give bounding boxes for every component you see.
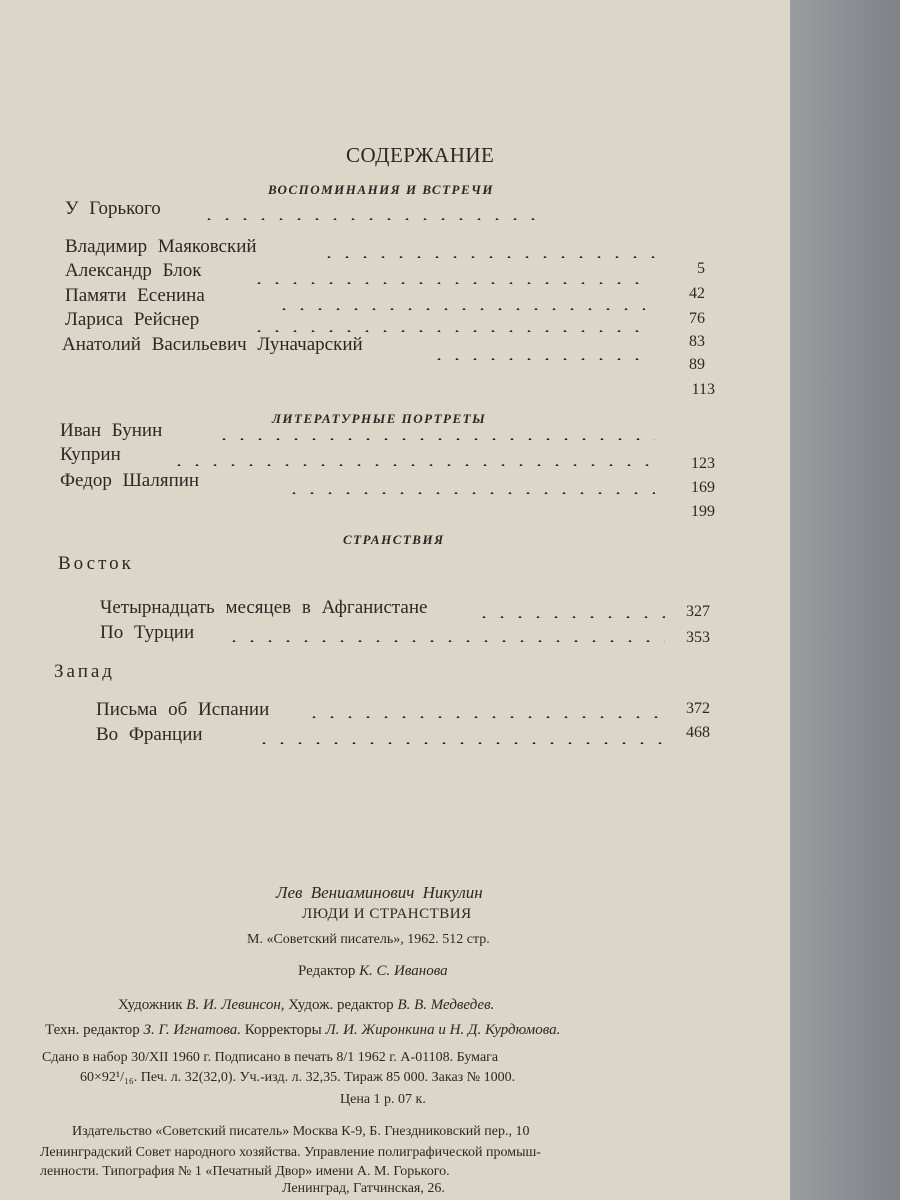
page-number: 353 <box>686 629 710 646</box>
leader-dots <box>320 256 660 258</box>
toc-item: Иван Бунин <box>60 420 163 441</box>
leader-dots <box>170 464 650 466</box>
colophon-publisher: Издательство «Советский писатель» Москва К-9, Б. Гнездниковский пер., 10 <box>72 1124 530 1139</box>
leader-dots <box>285 492 655 494</box>
page-number: 199 <box>691 503 715 520</box>
toc-item: Письма об Испании <box>96 699 270 720</box>
section-heading-memories: ВОСПОМИНАНИЯ И ВСТРЕЧИ <box>268 182 494 197</box>
toc-item: Во Франции <box>96 724 203 745</box>
colophon-printer-line-2: ленности. Типография № 1 «Печатный Двор» имени А. М. Горького. <box>40 1164 450 1179</box>
page-number: 327 <box>686 603 710 620</box>
page-number: 113 <box>691 381 715 398</box>
colophon-author: Лев Вениаминович Никулин <box>276 883 483 902</box>
colophon-price: Цена 1 р. 07 к. <box>340 1092 426 1107</box>
background-surface <box>790 0 900 1200</box>
leader-dots <box>430 358 650 360</box>
page-number: 42 <box>689 285 705 302</box>
toc-item: По Турции <box>100 622 195 643</box>
page-number: 169 <box>691 479 715 496</box>
group-heading-east: Восток <box>58 553 134 574</box>
colophon-artists: Художник В. И. Левинсон, Худож. редактор В. В. Медведев. <box>118 997 495 1013</box>
leader-dots <box>475 616 665 618</box>
page-number: 89 <box>689 356 705 373</box>
leader-dots <box>250 330 650 332</box>
page-number: 5 <box>697 260 705 277</box>
colophon-imprint: М. «Советский писатель», 1962. 512 стр. <box>247 932 490 947</box>
toc-item: Александр Блок <box>65 260 202 281</box>
leader-dots <box>215 438 655 440</box>
section-heading-portraits: ЛИТЕРАТУРНЫЕ ПОРТРЕТЫ <box>272 411 487 426</box>
toc-item: Федор Шаляпин <box>60 470 200 491</box>
toc-item: Четырнадцать месяцев в Афганистане <box>100 597 428 618</box>
toc-item: Памяти Есенина <box>65 285 205 306</box>
toc-item: Анатолий Васильевич Луначарский <box>62 334 363 355</box>
leader-dots <box>305 716 665 718</box>
page-number: 468 <box>686 724 710 741</box>
page-number: 372 <box>686 700 710 717</box>
toc-item: Владимир Маяковский <box>65 236 257 257</box>
leader-dots <box>250 282 650 284</box>
colophon-print-line-2: 60×92¹/₁₆. Печ. л. 32(32,0). Уч.-изд. л. 32,35. Тираж 85 000. Заказ № 1000. <box>80 1070 516 1085</box>
colophon-book-title: ЛЮДИ И СТРАНСТВИЯ <box>302 906 472 922</box>
page-number: 83 <box>689 333 705 350</box>
toc-item: Лариса Рейснер <box>65 309 200 330</box>
colophon-print-line-1: Сдано в набор 30/XII 1960 г. Подписано в печать 8/1 1962 г. А-01108. Бумага <box>42 1050 499 1065</box>
toc-item: У Горького <box>65 198 161 219</box>
section-heading-travels: СТРАНСТВИЯ <box>343 532 445 547</box>
colophon-editor: Редактор К. С. Иванова <box>298 963 448 979</box>
leader-dots <box>275 308 645 310</box>
colophon-printer-line-1: Ленинградский Совет народного хозяйства. Управление полиграфической промыш- <box>40 1145 541 1160</box>
leader-dots <box>200 218 540 220</box>
contents-title: СОДЕРЖАНИЕ <box>346 143 495 167</box>
page-number: 123 <box>691 455 715 472</box>
group-heading-west: Запад <box>54 661 115 682</box>
leader-dots <box>225 640 665 642</box>
colophon-tech-editors: Техн. редактор З. Г. Игнатова. Корректоры Л. И. Жиронкина и Н. Д. Курдюмова. <box>45 1022 561 1038</box>
toc-item: Куприн <box>60 444 121 465</box>
colophon-printer-line-3: Ленинград, Гатчинская, 26. <box>282 1181 445 1196</box>
page-number: 76 <box>689 310 705 327</box>
leader-dots <box>255 742 665 744</box>
